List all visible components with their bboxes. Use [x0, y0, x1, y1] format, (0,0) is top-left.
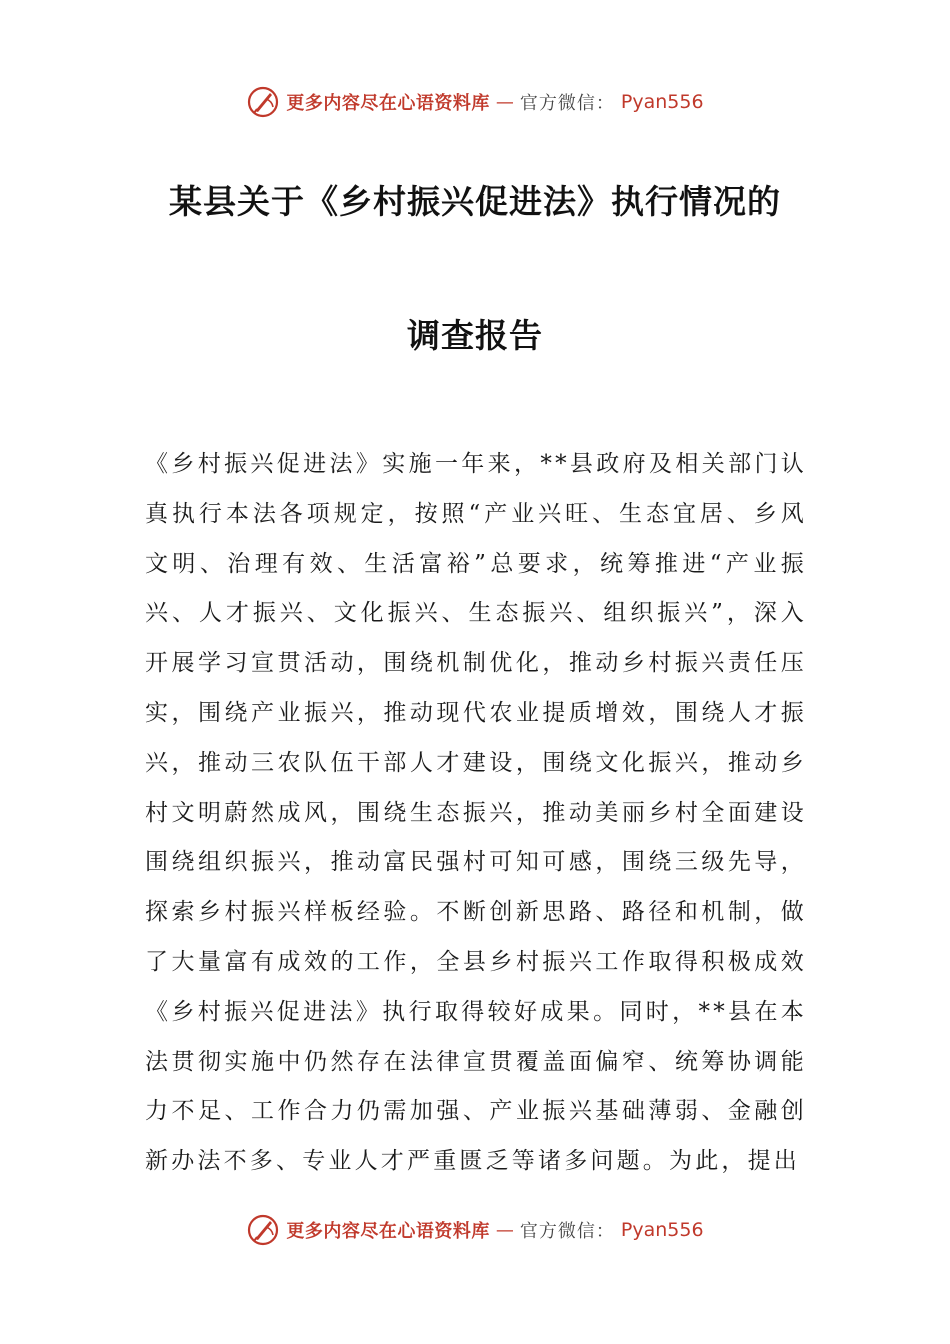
document-title-line-2: 调查报告: [407, 316, 543, 355]
banner-separator: —: [495, 1219, 514, 1241]
wechat-account: Pyan556: [620, 1219, 704, 1241]
quill-logo-icon: [246, 85, 280, 119]
body-paragraph: 《乡村振兴促进法》实施一年来，**县政府及相关部门认真执行本法各项规定，按照“产业兴旺、生态宜居、乡风文明、治理有效、生活富裕”总要求，统筹推进“产业振兴、人才振兴、文化振兴、生态振兴、组织振兴”，深入开展学习宣贯活动，围绕机制优化，推动乡村振兴责任压实，围绕产业振兴，推动现代农业提质增效，围绕人才振兴，推动三农队伍干部人才建设，围绕文化振兴，推动乡村文明蔚然成风，围绕生态振兴，推动美丽乡村全面建设围绕组织振兴，推动富民强村可知可感，围绕三级先导，探索乡村振兴样板经验。不断创新思路、路径和机制，做了大量富有成效的工作，全县乡村振兴工作取得积极成效《乡村振兴促进法》执行取得较好成果。同时，**县在本法贯彻实施中仍然存在法律宣贯覆盖面偏窄、统筹协调能力不足、工作合力仍需加强、产业振兴基础薄弱、金融创新办法不多、专业人才严重匮乏等诸多问题。为此，提出: [145, 451, 807, 1175]
wechat-label: 官方微信：: [519, 1221, 615, 1242]
footer-banner: [0, 1210, 950, 1250]
header-banner: [0, 82, 950, 122]
quill-logo-icon: [246, 1213, 280, 1247]
site-name: 更多内容尽在心语资料库: [286, 1221, 490, 1242]
banner-separator: —: [495, 91, 514, 113]
site-name: 更多内容尽在心语资料库: [286, 93, 490, 114]
wechat-account: Pyan556: [620, 91, 704, 113]
wechat-label: 官方微信：: [519, 93, 615, 114]
document-title-line-1: 某县关于《乡村振兴促进法》执行情况的: [169, 182, 781, 221]
